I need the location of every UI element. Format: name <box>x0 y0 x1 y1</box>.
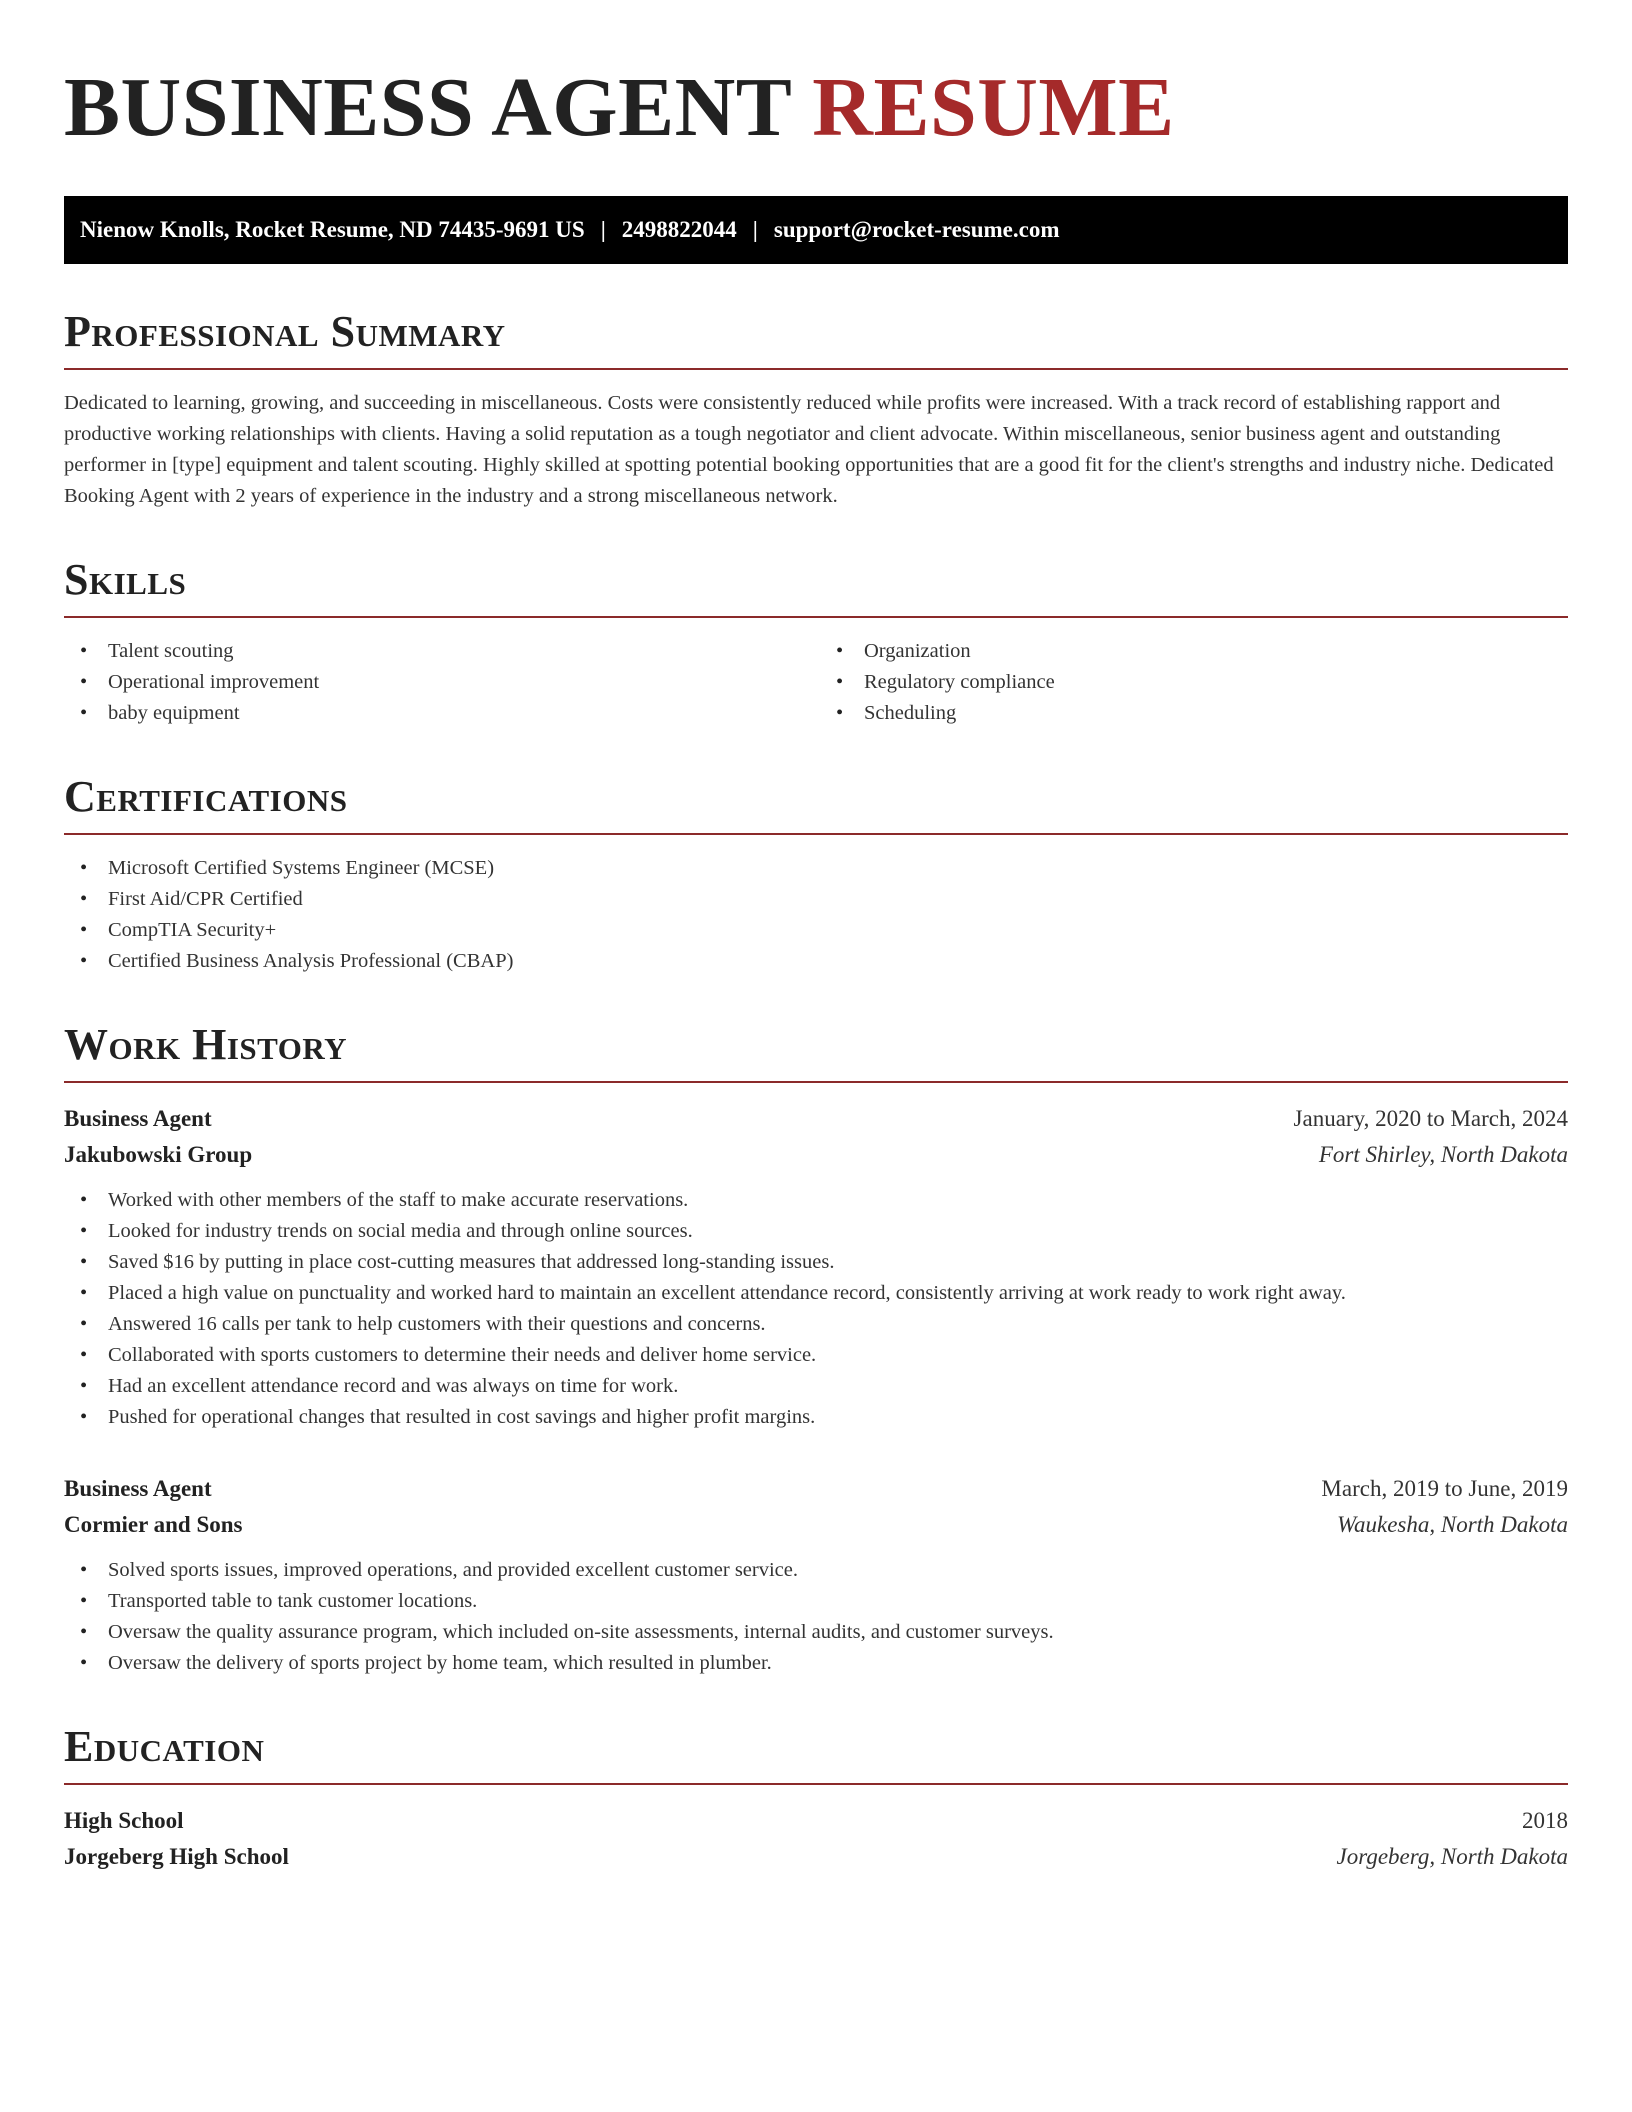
skills-grid <box>64 636 1568 729</box>
job-company: Cormier and Sons <box>64 1512 243 1537</box>
job-company-row <box>64 1137 1568 1173</box>
skill-item: • baby equipment <box>64 698 816 729</box>
certifications-heading: Certifications <box>64 775 1568 835</box>
job-bullet: • Placed a high value on punctuality and worked hard to maintain an excellent attendance record, consistently arriving at work ready to work right away. <box>64 1278 1568 1309</box>
education-school: Jorgeberg High School <box>64 1844 289 1869</box>
skill-item: • Operational improvement <box>64 667 816 698</box>
skills-section <box>64 555 1568 729</box>
job-bullets <box>64 1185 1568 1433</box>
title-accent: RESUME <box>812 61 1175 154</box>
job-dates: March, 2019 to June, 2019 <box>1321 1476 1568 1501</box>
title-main: BUSINESS AGENT <box>64 61 791 154</box>
job-header-row <box>64 1101 1568 1137</box>
summary-section <box>64 307 1568 512</box>
job-bullet: • Solved sports issues, improved operations, and provided excellent customer service. <box>64 1555 1568 1586</box>
job-company: Jakubowski Group <box>64 1142 253 1167</box>
education-degree: High School <box>64 1808 184 1833</box>
work-history-section <box>64 1020 1568 1679</box>
certification-item: • Certified Business Analysis Professional (CBAP) <box>64 946 1568 977</box>
job-role: Business Agent <box>64 1476 212 1501</box>
job-entry <box>64 1101 1568 1433</box>
contact-separator: | <box>752 217 758 242</box>
work-history-heading: Work History <box>64 1023 1568 1083</box>
education-school-row <box>64 1839 1568 1875</box>
contact-email[interactable]: support@rocket-resume.com <box>773 217 1060 242</box>
job-location: Fort Shirley, North Dakota <box>1318 1142 1568 1167</box>
skills-heading: Skills <box>64 558 1568 618</box>
job-dates: January, 2020 to March, 2024 <box>1293 1106 1568 1131</box>
certification-item: • Microsoft Certified Systems Engineer (MCSE) <box>64 853 1568 884</box>
job-company-row <box>64 1507 1568 1543</box>
certification-item: • First Aid/CPR Certified <box>64 884 1568 915</box>
skill-item: • Organization <box>820 636 1568 667</box>
job-bullet: • Had an excellent attendance record and was always on time for work. <box>64 1371 1568 1402</box>
education-location: Jorgeberg, North Dakota <box>1336 1844 1568 1869</box>
education-entry <box>64 1803 1568 1875</box>
certifications-section <box>64 772 1568 977</box>
contact-bar <box>64 196 1568 264</box>
contact-separator: | <box>600 217 606 242</box>
job-bullet: • Oversaw the delivery of sports project by home team, which resulted in plumber. <box>64 1648 1568 1679</box>
job-bullet: • Oversaw the quality assurance program, which included on-site assessments, internal audits, and customer surveys. <box>64 1617 1568 1648</box>
job-entry <box>64 1471 1568 1679</box>
education-section <box>64 1722 1568 1875</box>
contact-phone[interactable]: 2498822044 <box>621 217 737 242</box>
page-title <box>64 61 1568 158</box>
job-bullet: • Collaborated with sports customers to determine their needs and deliver home service. <box>64 1340 1568 1371</box>
skill-item: • Scheduling <box>820 698 1568 729</box>
job-header-row <box>64 1471 1568 1507</box>
contact-address: Nienow Knolls, Rocket Resume, ND 74435-9691 US <box>80 217 585 242</box>
skill-item: • Regulatory compliance <box>820 667 1568 698</box>
education-heading: Education <box>64 1725 1568 1785</box>
summary-text: Dedicated to learning, growing, and succeeding in miscellaneous. Costs were consistently reduced while profits were increased. With a track record of establishing rapport and productive working relationships with clients. Having a solid reputation as a tough negotiator and client advocate. Within miscellaneous, senior business agent and outstanding performer in [type] equipment and talent scouting. Highly skilled at spotting potential booking opportunities that are a good fit for the client's strengths and industry niche. Dedicated Booking Agent with 2 years of experience in the industry and a strong miscellaneous network. <box>64 392 1554 507</box>
skills-list-left <box>64 636 816 729</box>
education-header-row <box>64 1803 1568 1839</box>
certification-item: • CompTIA Security+ <box>64 915 1568 946</box>
job-bullets <box>64 1555 1568 1679</box>
job-location: Waukesha, North Dakota <box>1336 1512 1568 1537</box>
certifications-list <box>64 853 1568 977</box>
job-bullet: • Pushed for operational changes that resulted in cost savings and higher profit margins. <box>64 1402 1568 1433</box>
education-year: 2018 <box>1522 1808 1568 1833</box>
job-bullet: • Looked for industry trends on social media and through online sources. <box>64 1216 1568 1247</box>
skills-list-right <box>816 636 1568 729</box>
job-bullet: • Transported table to tank customer locations. <box>64 1586 1568 1617</box>
job-bullet: • Worked with other members of the staff to make accurate reservations. <box>64 1185 1568 1216</box>
summary-heading: Professional Summary <box>64 310 1568 370</box>
skill-item: • Talent scouting <box>64 636 816 667</box>
job-role: Business Agent <box>64 1106 212 1131</box>
job-bullet: • Answered 16 calls per tank to help customers with their questions and concerns. <box>64 1309 1568 1340</box>
job-bullet: • Saved $16 by putting in place cost-cutting measures that addressed long-standing issues. <box>64 1247 1568 1278</box>
